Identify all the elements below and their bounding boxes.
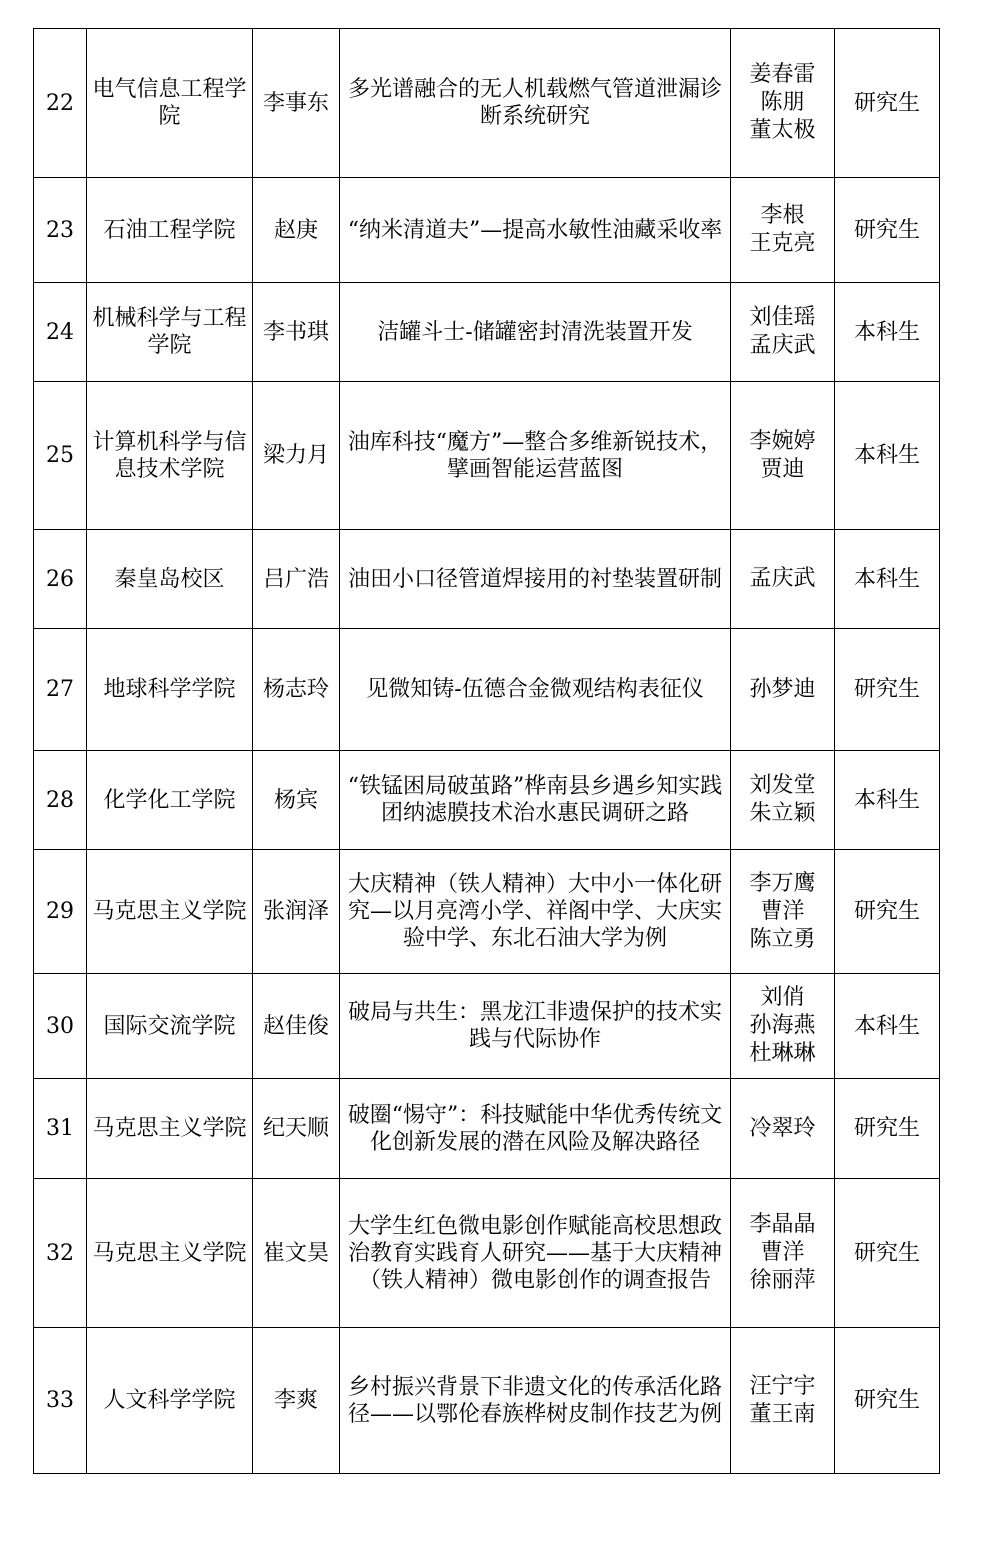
- student-level: 研究生: [835, 850, 940, 974]
- advisor-name: 李万鹰: [749, 870, 816, 896]
- advisor-name: 孟庆武: [749, 566, 816, 591]
- student-level: 研究生: [835, 1079, 940, 1179]
- college-name: 马克思主义学院: [87, 1179, 253, 1328]
- project-leader: 张润泽: [253, 850, 340, 974]
- project-title: 油田小口径管道焊接用的衬垫装置研制: [340, 530, 731, 629]
- college-name: 机械科学与工程学院: [87, 283, 253, 382]
- table-row: [34, 29, 940, 178]
- advisor-name: 陈朋: [760, 90, 805, 115]
- advisor-name: 朱立颖: [749, 801, 816, 826]
- advisor-name: 王克亮: [749, 231, 816, 256]
- row-number: 31: [34, 1079, 87, 1179]
- student-level: 研究生: [835, 29, 940, 178]
- table-row: [34, 629, 940, 751]
- college-name: 人文科学学院: [87, 1328, 253, 1474]
- project-title: 乡村振兴背景下非遗文化的传承活化路径——以鄂伦春族桦树皮制作技艺为例: [340, 1328, 731, 1474]
- table-row: [34, 530, 940, 629]
- row-number: 26: [34, 530, 87, 629]
- table-body: [34, 29, 940, 1474]
- project-leader: 李书琪: [253, 283, 340, 382]
- college-name: 计算机科学与信息技术学院: [87, 382, 253, 530]
- row-number: 32: [34, 1179, 87, 1328]
- advisor-name: 曹洋: [760, 1240, 805, 1265]
- row-number: 28: [34, 751, 87, 850]
- project-title: 大庆精神（铁人精神）大中小一体化研究—以月亮湾小学、祥阁中学、大庆实验中学、东北石油大学为例: [340, 850, 731, 974]
- advisor-name: 李婉婷: [749, 428, 816, 454]
- project-table: [33, 28, 940, 1474]
- advisors: [731, 29, 835, 178]
- advisors: [731, 382, 835, 530]
- project-leader: 崔文昊: [253, 1179, 340, 1328]
- advisors: [731, 1079, 835, 1179]
- advisor-name: 杜琳琳: [749, 1041, 816, 1066]
- student-level: 本科生: [835, 751, 940, 850]
- table-row: [34, 283, 940, 382]
- advisor-name: 陈立勇: [749, 926, 816, 952]
- advisor-name: 董太极: [749, 118, 816, 143]
- advisor-name: 孙海燕: [749, 1013, 816, 1038]
- row-number: 27: [34, 629, 87, 751]
- project-title: 见微知铸-伍德合金微观结构表征仪: [340, 629, 731, 751]
- row-number: 23: [34, 178, 87, 283]
- project-title: “铁锰困局破茧路”桦南县乡遇乡知实践团纳滤膜技术治水惠民调研之路: [340, 751, 731, 850]
- project-leader: 杨宾: [253, 751, 340, 850]
- advisors: [731, 850, 835, 974]
- project-title: 洁罐斗士-储罐密封清洗装置开发: [340, 283, 731, 382]
- table-row: [34, 1179, 940, 1328]
- college-name: 国际交流学院: [87, 974, 253, 1079]
- advisor-name: 刘发堂: [749, 773, 816, 798]
- advisors: [731, 530, 835, 629]
- advisor-name: 汪宁宇: [749, 1373, 816, 1399]
- college-name: 马克思主义学院: [87, 850, 253, 974]
- advisors: [731, 178, 835, 283]
- row-number: 25: [34, 382, 87, 530]
- student-level: 本科生: [835, 283, 940, 382]
- advisors: [731, 629, 835, 751]
- college-name: 石油工程学院: [87, 178, 253, 283]
- row-number: 24: [34, 283, 87, 382]
- project-leader: 杨志玲: [253, 629, 340, 751]
- project-leader: 纪天顺: [253, 1079, 340, 1179]
- project-leader: 赵佳俊: [253, 974, 340, 1079]
- college-name: 马克思主义学院: [87, 1079, 253, 1179]
- row-number: 33: [34, 1328, 87, 1474]
- project-leader: 赵庚: [253, 178, 340, 283]
- college-name: 化学化工学院: [87, 751, 253, 850]
- advisors: [731, 1328, 835, 1474]
- project-title: 大学生红色微电影创作赋能高校思想政治教育实践育人研究——基于大庆精神（铁人精神）微电影创作的调查报告: [340, 1179, 731, 1328]
- advisor-name: 姜春雷: [749, 62, 816, 87]
- advisor-name: 孟庆武: [749, 333, 816, 358]
- advisor-name: 刘佳瑶: [749, 305, 816, 330]
- advisor-name: 曹洋: [760, 898, 805, 924]
- project-leader: 梁力月: [253, 382, 340, 530]
- project-leader: 吕广浩: [253, 530, 340, 629]
- project-leader: 李事东: [253, 29, 340, 178]
- row-number: 22: [34, 29, 87, 178]
- project-title: 多光谱融合的无人机载燃气管道泄漏诊断系统研究: [340, 29, 731, 178]
- college-name: 电气信息工程学院: [87, 29, 253, 178]
- row-number: 30: [34, 974, 87, 1079]
- table-row: [34, 850, 940, 974]
- advisor-name: 冷翠玲: [749, 1115, 816, 1141]
- table-row: [34, 751, 940, 850]
- advisors: [731, 974, 835, 1079]
- student-level: 研究生: [835, 1328, 940, 1474]
- table-row: [34, 974, 940, 1079]
- advisors: [731, 751, 835, 850]
- student-level: 研究生: [835, 629, 940, 751]
- advisor-name: 徐丽萍: [749, 1268, 816, 1293]
- advisors: [731, 283, 835, 382]
- student-level: 本科生: [835, 530, 940, 629]
- project-title: 油库科技“魔方”—整合多维新锐技术，擘画智能运营蓝图: [340, 382, 731, 530]
- college-name: 秦皇岛校区: [87, 530, 253, 629]
- project-title: 破局与共生：黑龙江非遗保护的技术实践与代际协作: [340, 974, 731, 1079]
- advisor-name: 刘俏: [760, 985, 805, 1010]
- student-level: 本科生: [835, 382, 940, 530]
- table-row: [34, 178, 940, 283]
- advisor-name: 李晶晶: [749, 1212, 816, 1237]
- student-level: 研究生: [835, 178, 940, 283]
- advisor-name: 李根: [760, 203, 805, 228]
- student-level: 本科生: [835, 974, 940, 1079]
- advisors: [731, 1179, 835, 1328]
- advisor-name: 董王南: [749, 1401, 816, 1427]
- project-title: 破圈“惕守”：科技赋能中华优秀传统文化创新发展的潜在风险及解决路径: [340, 1079, 731, 1179]
- table-row: [34, 1328, 940, 1474]
- college-name: 地球科学学院: [87, 629, 253, 751]
- student-level: 研究生: [835, 1179, 940, 1328]
- advisor-name: 孙梦迪: [749, 676, 816, 702]
- advisor-name: 贾迪: [760, 456, 805, 482]
- table-row: [34, 1079, 940, 1179]
- row-number: 29: [34, 850, 87, 974]
- table-row: [34, 382, 940, 530]
- project-title: “纳米清道夫”—提高水敏性油藏采收率: [340, 178, 731, 283]
- project-leader: 李爽: [253, 1328, 340, 1474]
